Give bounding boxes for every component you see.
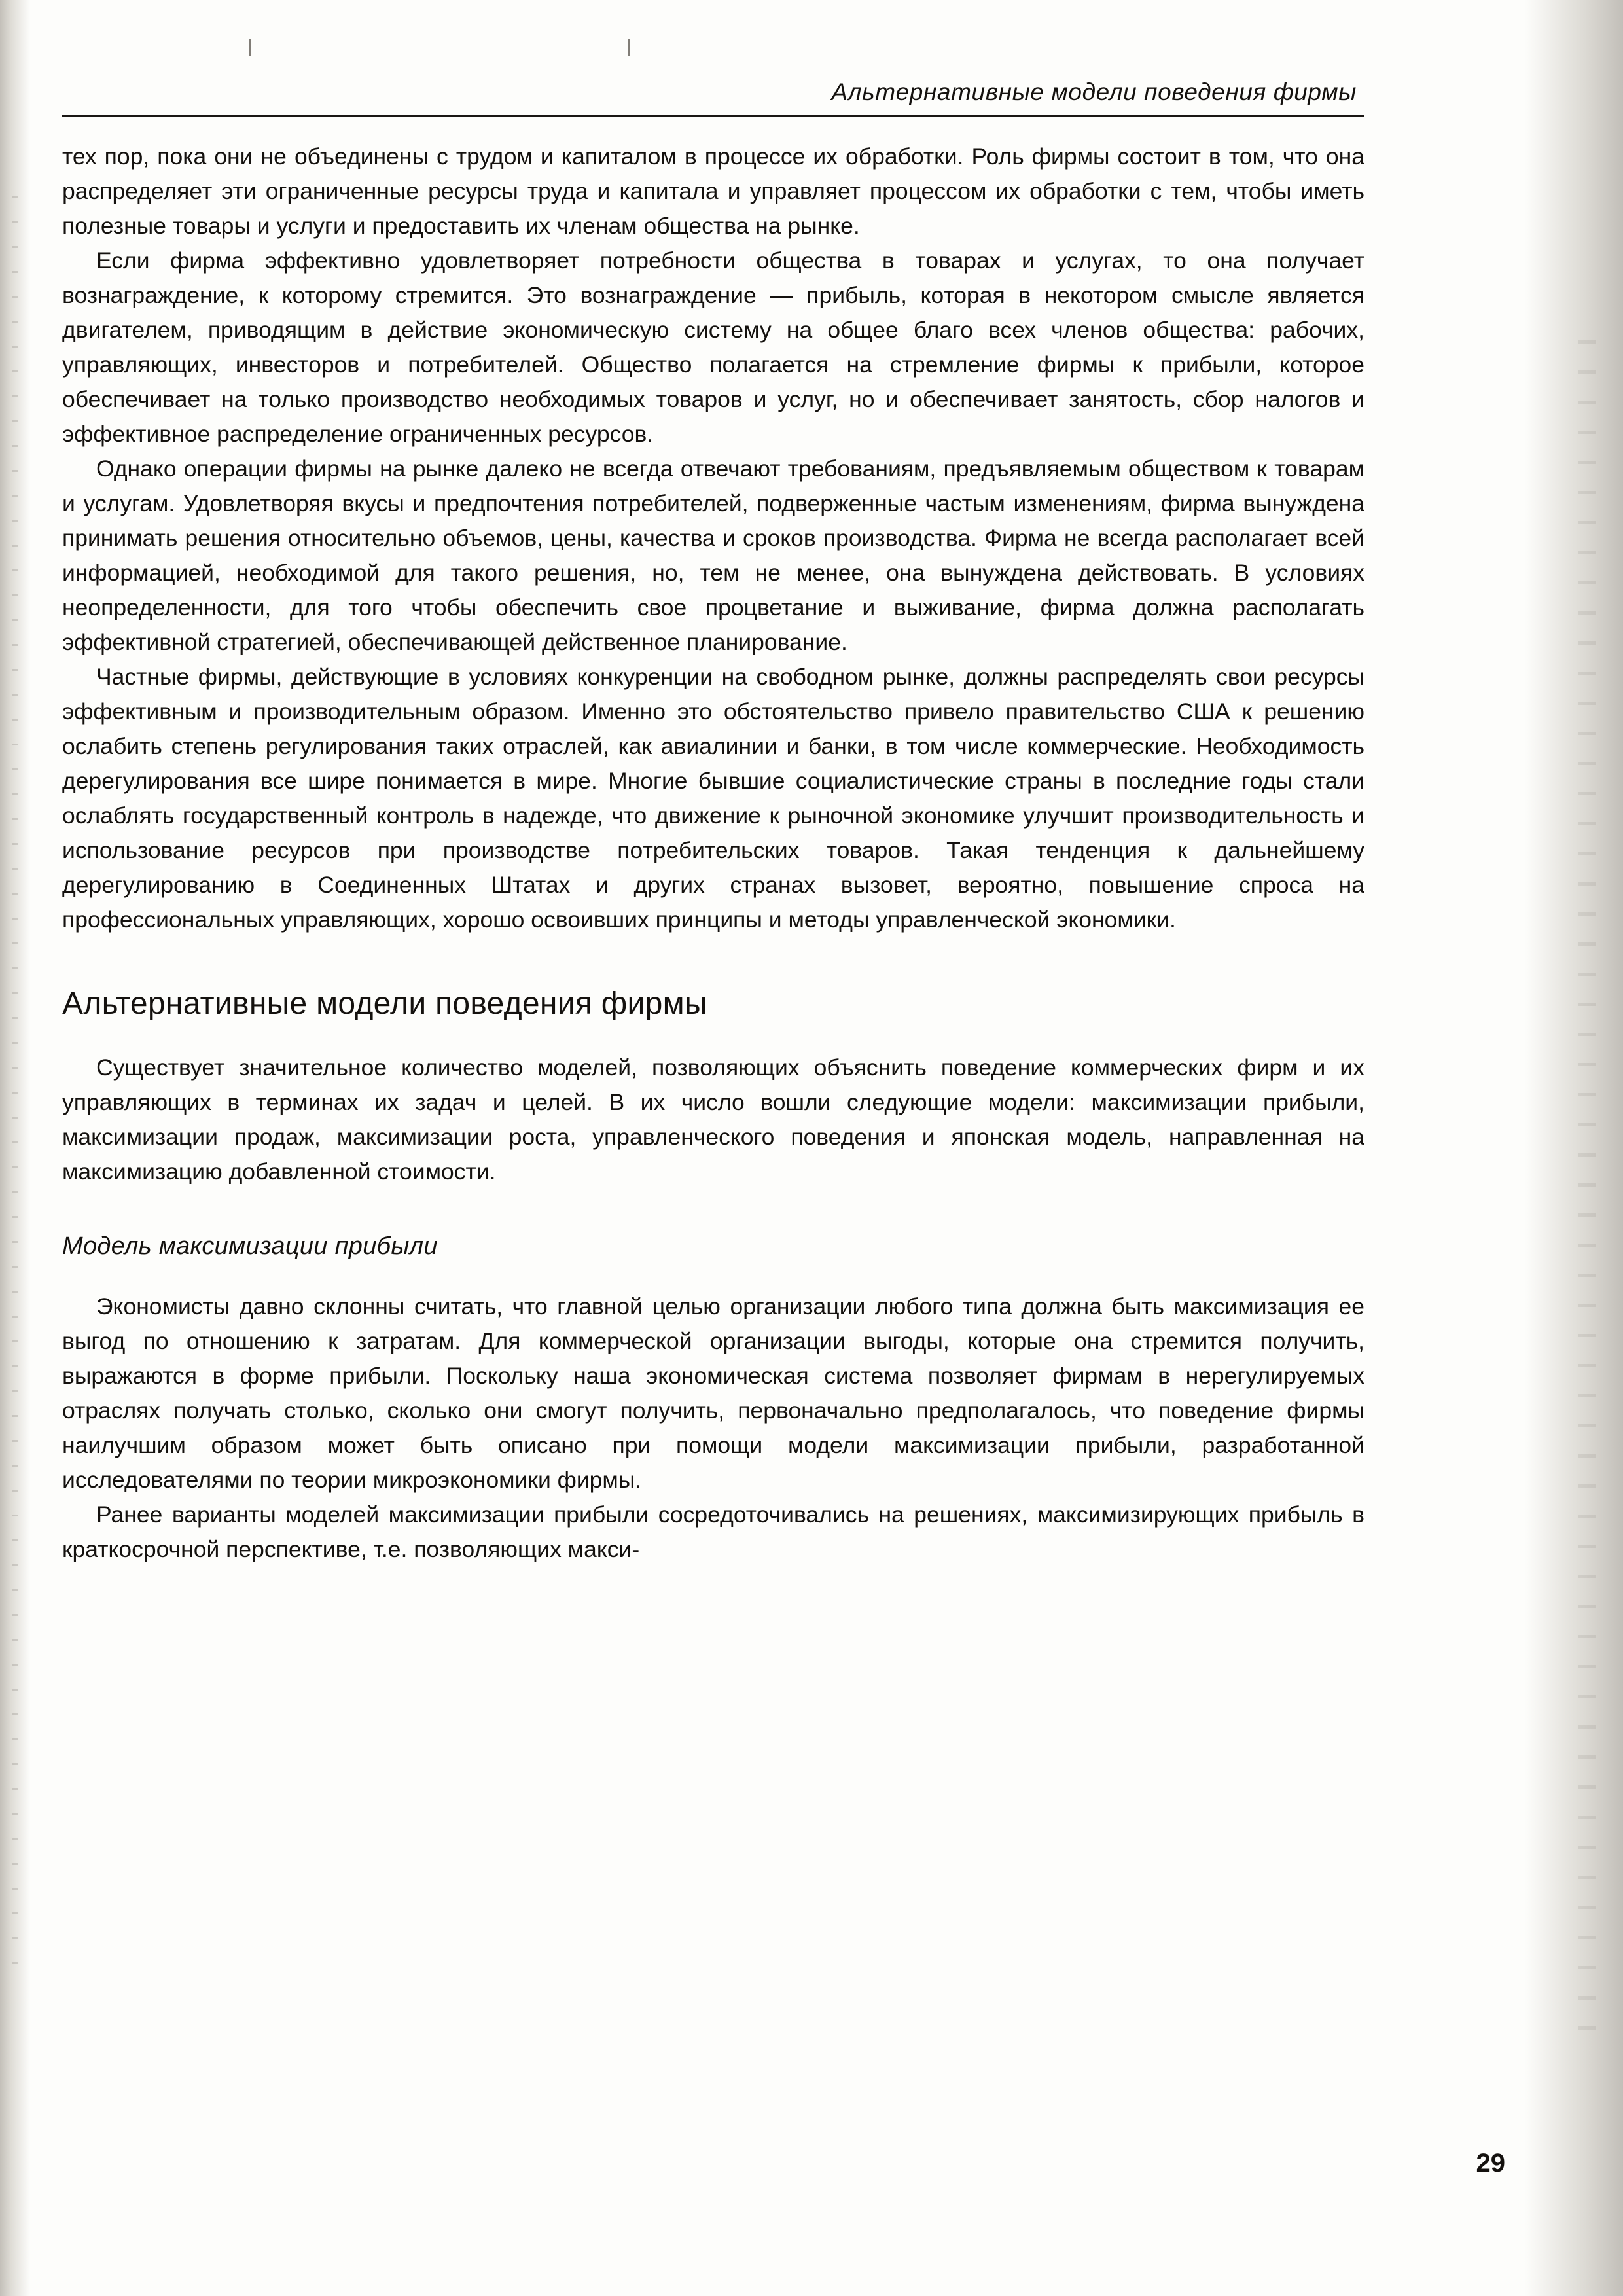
subsection-body-block [62,1289,1364,1567]
paragraph: Экономисты давно склонны считать, что главной целью организации любого типа должна быть максимизация ее выгод по отношению к затратам. Для коммерческой организации выгоды, которые она стремится получить, выражаются в форме прибыли. Поскольку наша экономическая система позволяет фирмам в нерегулируемых отраслях получать столько, сколько они смогут получить, первоначально предполагалось, что поведение фирмы наилучшим образом может быть описано при помощи модели максимизации прибыли, разработанной исследователями по теории микроэкономики фирмы. [62,1293,1364,1493]
running-head: Альтернативные модели поведения фирмы [831,79,1357,105]
header-rule [62,115,1364,117]
body-text-block [62,139,1364,937]
page-gutter-speckle [12,196,18,1964]
page-content [62,79,1364,1567]
paragraph: Однако операции фирмы на рынке далеко не всегда отвечают требованиям, предъявляемым обществом к товарам и услугам. Удовлетворяя вкусы и предпочтения потребителей, подверженные частым изменениям, фирма вынуждена принимать решения относительно объемов, цены, качества и сроков производства. Фирма не всегда располагает всей информацией, необходимой для такого решения, но, тем не менее, она вынуждена действовать. В условиях неопределенности, для того чтобы обеспечить свое процветание и выживание, фирма должна располагать эффективной стратегией, обеспечивающей действенное планирование. [62,456,1364,655]
section-heading: Альтернативные модели поведения фирмы [62,986,707,1021]
page-number: 29 [1476,2149,1505,2178]
scan-tick-mark-right [628,39,630,56]
page-right-speckle [1578,340,1596,2042]
paragraph: Существует значительное количество моделей, позволяющих объяснить поведение коммерческих фирм и их управляющих в терминах их задач и целей. В их число вошли следующие модели: максимизации прибыли, максимизации продаж, максимизации роста, управленческого поведения и японская модель, направленная на максимизацию добавленной стоимости. [62,1054,1364,1185]
paragraph: Частные фирмы, действующие в условиях конкуренции на свободном рынке, должны распределять свои ресурсы эффективным и производительным образом. Именно это обстоятельство привело правительство США к решению ослабить степень регулирования таких отраслей, как авиалинии и банки, в том числе коммерческие. Необходимость дерегулирования все шире понимается в мире. Многие бывшие социалистические страны в последние годы стали ослаблять государственный контроль в надежде, что движение к рыночной экономике улучшит производительность и использование ресурсов при производстве потребительских товаров. Такая тенденция к дальнейшему дерегулированию в Соединенных Штатах и других странах вызовет, вероятно, повышение спроса на профессиональных управляющих, хорошо освоивших принципы и методы управленческой экономики. [62,664,1364,933]
section-intro-block [62,1050,1364,1189]
paragraph: тех пор, пока они не объединены с трудом и капиталом в процессе их обработки. Роль фирмы состоит в том, что она распределяет эти ограниченные ресурсы труда и капитала и управляет процессом их обработки с тем, чтобы иметь полезные товары и услуги и предоставить их членам общества на рынке. [62,143,1364,239]
page-right-edge-shadow [1525,0,1623,2296]
scan-tick-mark-left [249,39,251,56]
paragraph: Если фирма эффективно удовлетворяет потребности общества в товарах и услугах, то она получает вознаграждение, к которому стремится. Это вознаграждение — прибыль, которая в некотором смысле является двигателем, приводящим в действие экономическую систему на общее благо всех членов общества: рабочих, управляющих, инвесторов и потребителей. Общество полагается на стремление фирмы к прибыли, которое обеспечивает на только производство необходимых товаров и услуг, но и обеспечивает занятость, сбор налогов и эффективное распределение ограниченных ресурсов. [62,247,1364,447]
subsection-heading: Модель максимизации прибыли [62,1232,438,1260]
paragraph: Ранее варианты моделей максимизации прибыли сосредоточивались на решениях, максимизирующих прибыль в краткосрочной перспективе, т.е. позволяющих макси- [62,1501,1364,1562]
